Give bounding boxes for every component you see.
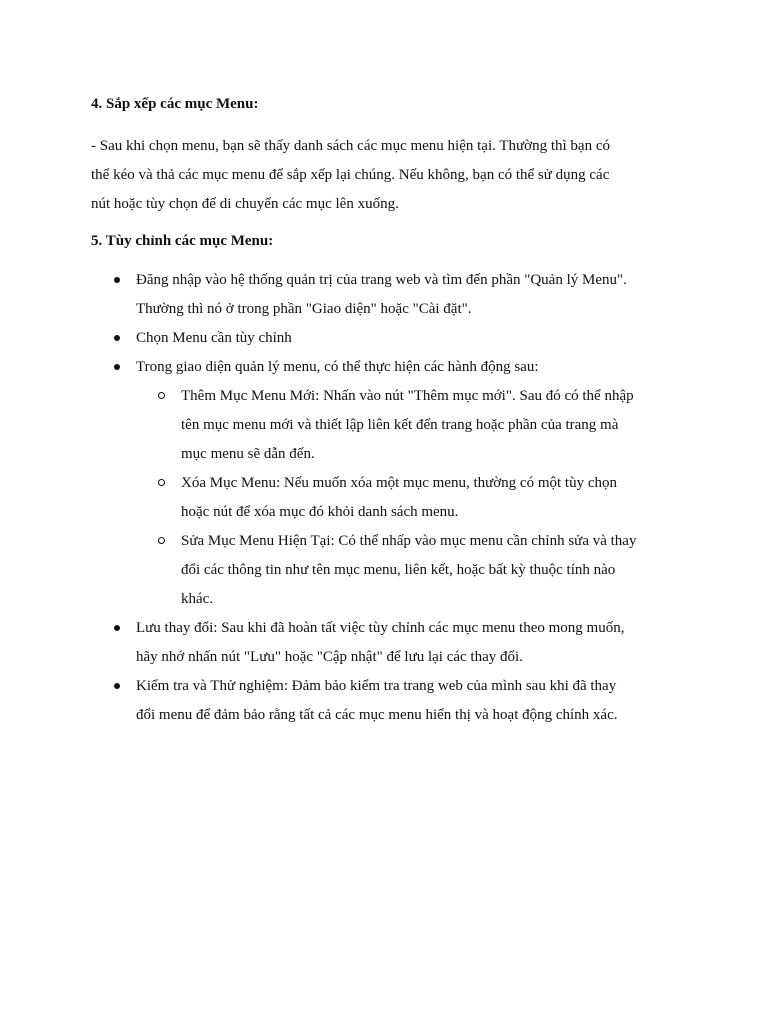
sub-list-item-line: khác. <box>181 591 214 607</box>
list-item <box>0 614 768 672</box>
list-item <box>0 353 768 614</box>
list-item-line: Kiểm tra và Thử nghiệm: Đảm bảo kiểm tra trang web của mình sau khi đã thay <box>136 678 617 694</box>
list-item <box>0 672 768 730</box>
bullet-icon <box>114 335 120 341</box>
list-item-line: Trong giao diện quản lý menu, có thể thực hiện các hành động sau: <box>136 359 539 375</box>
sub-list <box>136 382 768 614</box>
section-5-bullet-list <box>0 266 768 730</box>
bullet-icon <box>114 277 120 283</box>
list-item-line: đổi menu để đảm bảo rằng tất cả các mục menu hiển thị và hoạt động chính xác. <box>136 707 618 723</box>
sub-list-item-line: Thêm Mục Menu Mới: Nhấn vào nút "Thêm mục mới". Sau đó có thể nhập <box>181 388 634 404</box>
section-4-heading: 4. Sắp xếp các mục Menu: <box>91 96 259 112</box>
sub-list-item-line: tên mục menu mới và thiết lập liên kết đến trang hoặc phần của trang mà <box>181 417 619 433</box>
list-item-line: Đăng nhập vào hệ thống quản trị của trang web và tìm đến phần "Quản lý Menu". <box>136 272 627 288</box>
list-item <box>0 266 768 324</box>
list-item <box>0 324 768 353</box>
list-item-line: Chọn Menu cần tùy chỉnh <box>136 330 292 346</box>
sub-list-item-line: Xóa Mục Menu: Nếu muốn xóa một mục menu, thường có một tùy chọn <box>181 475 617 491</box>
bullet-icon <box>114 364 120 370</box>
bullet-icon <box>114 683 120 689</box>
paragraph-line: - Sau khi chọn menu, bạn sẽ thấy danh sách các mục menu hiện tại. Thường thì bạn có <box>91 138 610 154</box>
sub-list-item <box>181 382 768 469</box>
section-4-paragraph <box>91 132 681 219</box>
list-item-line: Thường thì nó ở trong phần "Giao diện" hoặc "Cài đặt". <box>136 301 472 317</box>
sub-list-item-line: mục menu sẽ dẫn đến. <box>181 446 315 462</box>
sub-list-item <box>181 527 768 614</box>
paragraph-line: nút hoặc tùy chọn để di chuyển các mục lên xuống. <box>91 196 399 212</box>
sub-list-item-line: hoặc nút để xóa mục đó khỏi danh sách menu. <box>181 504 459 520</box>
hollow-circle-bullet-icon <box>158 392 165 399</box>
list-item-line: Lưu thay đổi: Sau khi đã hoàn tất việc tùy chỉnh các mục menu theo mong muốn, <box>136 620 625 636</box>
bullet-icon <box>114 625 120 631</box>
list-item-line: hãy nhớ nhấn nút "Lưu" hoặc "Cập nhật" để lưu lại các thay đổi. <box>136 649 523 665</box>
section-5-heading: 5. Tùy chỉnh các mục Menu: <box>91 233 274 249</box>
hollow-circle-bullet-icon <box>158 479 165 486</box>
sub-list-item <box>181 469 768 527</box>
sub-list-item-line: đổi các thông tin như tên mục menu, liên kết, hoặc bất kỳ thuộc tính nào <box>181 562 616 578</box>
paragraph-line: thể kéo và thả các mục menu để sắp xếp lại chúng. Nếu không, bạn có thể sử dụng các <box>91 167 610 183</box>
sub-list-item-line: Sửa Mục Menu Hiện Tại: Có thể nhấp vào mục menu cần chỉnh sửa và thay <box>181 533 637 549</box>
hollow-circle-bullet-icon <box>158 537 165 544</box>
